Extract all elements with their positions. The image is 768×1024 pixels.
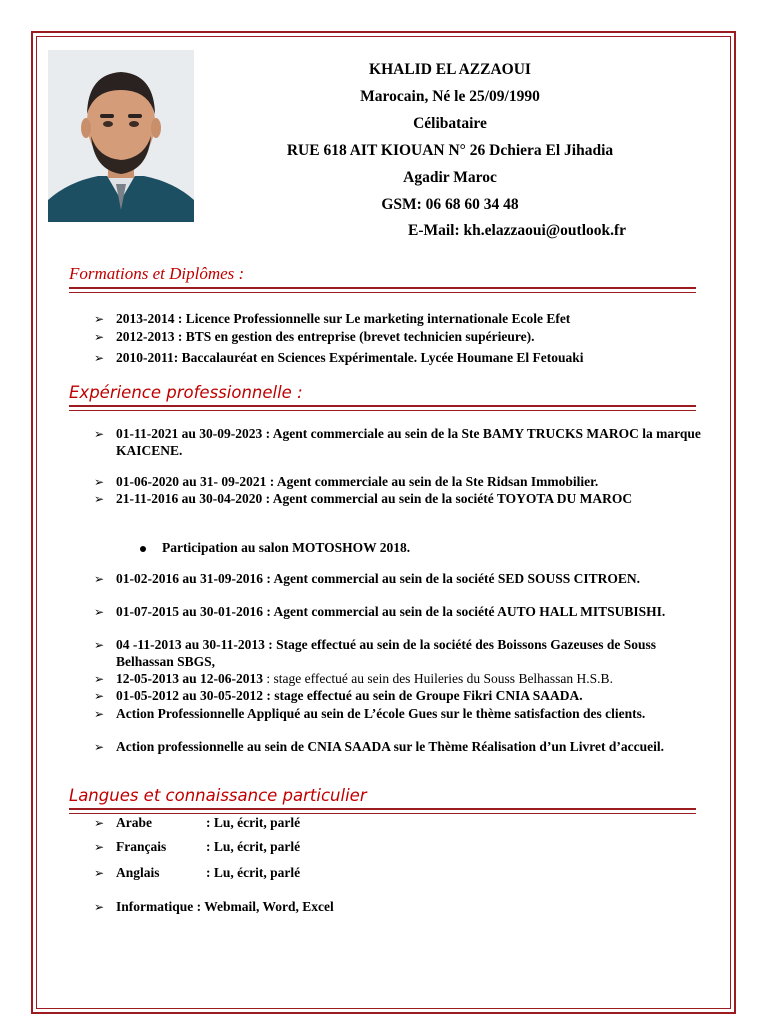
arrow-bullet-icon: ➢: [94, 740, 105, 754]
arrow-bullet-icon: ➢: [94, 572, 105, 586]
arrow-bullet-icon: ➢: [94, 638, 105, 652]
list-item: ➢ 2010-2011: Baccalauréat en Sciences Expérimentale. Lycée Houmane El Fetouaki: [94, 350, 584, 365]
section-rule: [69, 808, 696, 810]
language-item: ➢ Français : Lu, écrit, parlé: [94, 839, 301, 854]
arrow-bullet-icon: ➢: [94, 672, 105, 686]
arrow-bullet-icon: ➢: [94, 840, 105, 854]
section-rule: [69, 410, 696, 411]
it-skills-item: ➢ Informatique : Webmail, Word, Excel: [94, 899, 334, 914]
section-rule: [69, 813, 696, 814]
arrow-bullet-icon: ➢: [94, 707, 105, 721]
arrow-bullet-icon: ➢: [94, 475, 105, 489]
dot-bullet-icon: [140, 546, 146, 552]
list-item: ➢ 01-07-2015 au 30-01-2016 : Agent commercial au sein de la société AUTO HALL MITSUBISHI.: [94, 604, 666, 619]
language-item: ➢ Anglais : Lu, écrit, parlé: [94, 865, 301, 880]
sub-list-item: Participation au salon MOTOSHOW 2018.: [140, 540, 410, 557]
list-item: ➢ Action Professionnelle Appliqué au sein de L’école Gues sur le thème satisfaction des clients.: [94, 706, 646, 721]
language-item: ➢ Arabe : Lu, écrit, parlé: [94, 815, 301, 830]
list-item: ➢ 21-11-2016 au 30-04-2020 : Agent commercial au sein de la société TOYOTA DU MAROC: [94, 491, 633, 506]
arrow-bullet-icon: ➢: [94, 866, 105, 880]
list-item: ➢ 01-11-2021 au 30-09-2023 : Agent commerciale au sein de la Ste BAMY TRUCKS MAROC la marque KAICENE.: [94, 426, 701, 458]
list-item: ➢ 01-06-2020 au 31- 09-2021 : Agent commerciale au sein de la Ste Ridsan Immobilier.: [94, 474, 599, 489]
arrow-bullet-icon: ➢: [94, 605, 105, 619]
arrow-bullet-icon: ➢: [94, 492, 105, 506]
portrait-image: [48, 50, 194, 222]
languages-title: Langues et connaissance particulier: [69, 786, 367, 805]
arrow-bullet-icon: ➢: [94, 351, 105, 365]
arrow-bullet-icon: ➢: [94, 330, 105, 344]
arrow-bullet-icon: ➢: [94, 900, 105, 914]
marital-status: Célibataire: [413, 115, 487, 132]
section-rule: [69, 292, 696, 293]
city: Agadir Maroc: [403, 169, 497, 186]
street-address: RUE 618 AIT KIOUAN N° 26 Dchiera El Jihadia: [286, 142, 614, 159]
list-item: ➢ 12-05-2013 au 12-06-2013 : stage effectué au sein des Huileries du Souss Belhassan H.S.B.: [94, 671, 613, 686]
section-rule: [69, 405, 696, 407]
candidate-name: KHALID EL AZZAOUI: [369, 61, 531, 78]
list-item: ➢ 01-02-2016 au 31-09-2016 : Agent commercial au sein de la société SED SOUSS CITROEN.: [94, 571, 640, 586]
list-item: ➢ Action professionnelle au sein de CNIA SAADA sur le Thème Réalisation d’un Livret d’accueil.: [94, 739, 665, 754]
nationality-birthdate: Marocain, Né le 25/09/1990: [360, 88, 540, 105]
arrow-bullet-icon: ➢: [94, 427, 105, 441]
list-item: ➢ 01-05-2012 au 30-05-2012 : stage effectué au sein de Groupe Fikri CNIA SAADA.: [94, 688, 583, 703]
arrow-bullet-icon: ➢: [94, 689, 105, 703]
phone-number: GSM: 06 68 60 34 48: [381, 196, 519, 213]
formations-title: Formations et Diplômes :: [69, 264, 245, 283]
arrow-bullet-icon: ➢: [94, 312, 105, 326]
list-item: ➢ 2013-2014 : Licence Professionnelle sur Le marketing internationale Ecole Efet: [94, 311, 571, 326]
profile-photo: [48, 50, 194, 222]
arrow-bullet-icon: ➢: [94, 816, 105, 830]
section-rule: [69, 287, 696, 289]
experience-title: Expérience professionnelle :: [69, 383, 303, 402]
list-item: ➢ 2012-2013 : BTS en gestion des entreprise (brevet technicien supérieure).: [94, 329, 535, 344]
list-item: ➢ 04 -11-2013 au 30-11-2013 : Stage effectué au sein de la société des Boissons Gazeuses de Souss Belhassan SBGS,: [94, 637, 656, 669]
email-address: E-Mail: kh.elazzaoui@outlook.fr: [408, 222, 627, 239]
